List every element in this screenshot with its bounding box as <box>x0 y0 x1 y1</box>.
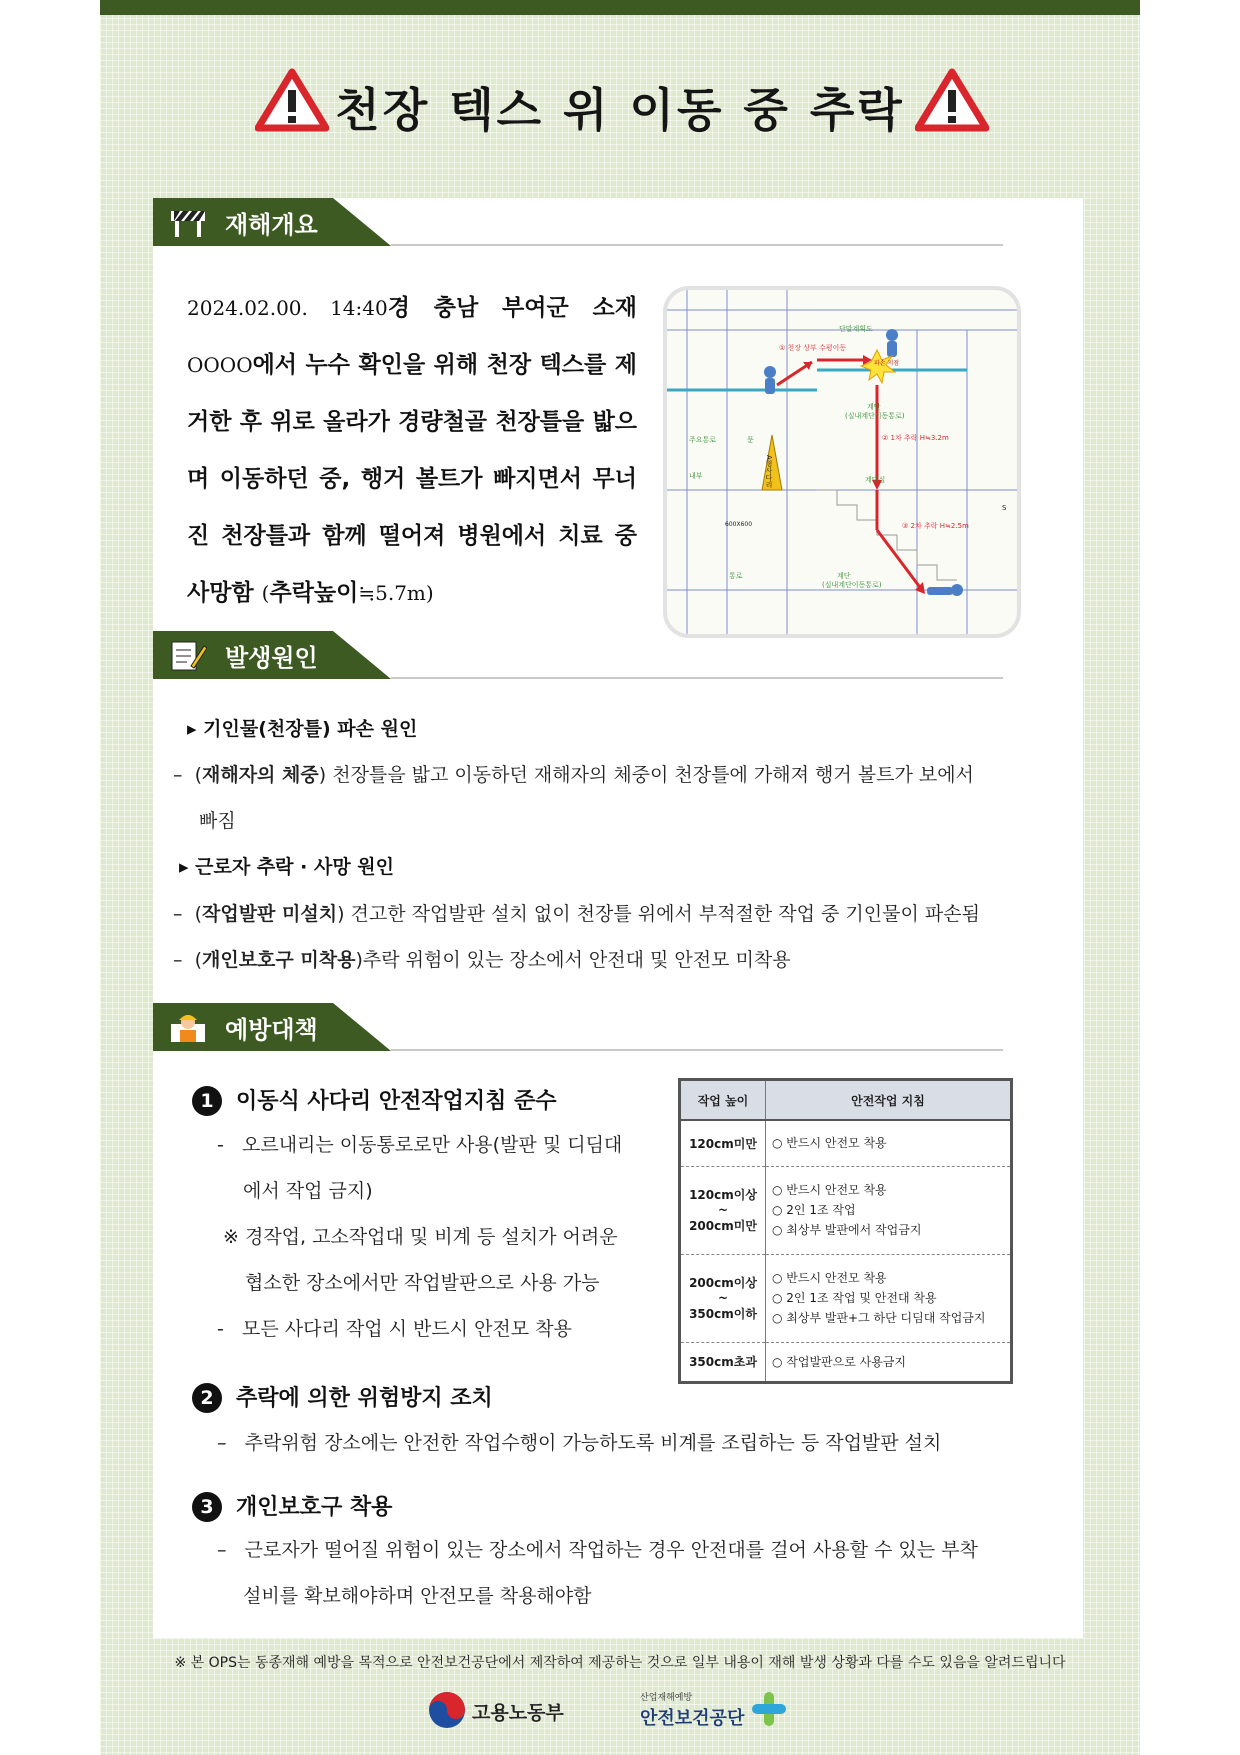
cause-desc-text: 천장틀을 밟고 이동하던 재해자의 체중이 천장틀에 가해져 행거 볼트가 보에서 <box>326 764 974 786</box>
agency-name: 안전보건공단 <box>640 1708 745 1729</box>
height-value: 350cm초과 <box>689 1355 757 1369</box>
guideline-line: ○ 최상부 발판+그 하단 디딤대 작업금지 <box>772 1311 986 1325</box>
diagram-label: 단말계획도 <box>839 325 873 333</box>
height-cell <box>680 1166 766 1254</box>
site-placeholder: OOOO <box>187 353 253 377</box>
diagram-burst-label: 파손 지점 <box>874 360 900 367</box>
prevention-2-number: 2 <box>192 1383 222 1413</box>
agency-cross-icon <box>750 1690 788 1728</box>
section-header-overview <box>153 198 1013 246</box>
cause-item-1-desc: – (재해자의 체중) 천장틀을 밟고 이동하던 재해자의 체중이 천장틀에 가해져 행거 볼트가 보에서 <box>173 764 974 786</box>
height-value: 120cm미만 <box>689 1136 757 1151</box>
height-cell <box>680 1254 766 1342</box>
fall-height-value: ≒5.7m) <box>358 581 434 605</box>
overview-text <box>187 280 637 622</box>
cause-desc-label: 작업발판 미설치 <box>202 903 338 925</box>
diagram-svg <box>667 290 1017 634</box>
diagram-label: 주요통로 <box>689 436 717 444</box>
guideline-line: ○ 최상부 발판에서 작업금지 <box>772 1223 922 1237</box>
cause-desc-label: 재해자의 체중 <box>202 764 319 786</box>
table-row <box>680 1120 1012 1166</box>
diagram-label: 계단 <box>867 403 881 411</box>
cause-title-text: 근로자 추락 · 사망 원인 <box>195 856 395 878</box>
table-row <box>680 1254 1012 1342</box>
prevention-3-item: – 근로자가 떨어질 위험이 있는 장소에서 작업하는 경우 안전대를 걸어 사용할 수 있는 부착 <box>217 1539 978 1561</box>
cause-item-2-title: ▸ 근로자 추락 · 사망 원인 <box>179 856 395 878</box>
guideline-cell <box>766 1120 1012 1166</box>
cause-item-1-title: ▸ 기인물(천장틀) 파손 원인 <box>187 718 418 740</box>
ladder-label: A형사다리 <box>765 455 773 488</box>
guideline-line: ○ 반드시 안전모 착용 <box>772 1271 887 1285</box>
title-row <box>100 62 1140 142</box>
incident-date: 2024.02.00. 14:40 <box>187 296 388 320</box>
cause-desc-text: 견고한 작업발판 설치 없이 천장틀 위에서 부적절한 작업 중 기인물이 파손됨 <box>344 903 980 925</box>
prevention-1-number: 1 <box>192 1086 222 1116</box>
prevention-1-title: 이동식 사다리 안전작업지침 준수 <box>236 1089 557 1114</box>
section-title: 발생원인 <box>225 644 318 672</box>
prevention-3-item-cont: 설비를 확보해야하며 안전모를 착용해야함 <box>243 1585 592 1607</box>
guideline-line: ○ 2인 1조 작업 <box>772 1203 856 1217</box>
diagram-label: (실내계단이동통로) <box>822 581 882 589</box>
barrier-icon <box>169 205 207 239</box>
diagram-label: 통로 <box>729 572 743 580</box>
section-title: 예방대책 <box>225 1016 318 1044</box>
ministry-name: 고용노동부 <box>472 1702 564 1724</box>
guideline-cell <box>766 1254 1012 1342</box>
diagram-label: 계단실 <box>865 476 886 484</box>
height-value: 200cm이상 <box>689 1276 757 1290</box>
warning-icon <box>915 68 989 132</box>
section-divider <box>391 1049 1003 1051</box>
section-header-prevention <box>153 1003 1013 1051</box>
cause-item-1-desc-cont: 빠짐 <box>199 810 236 832</box>
height-value: 350cm이하 <box>689 1307 757 1321</box>
prevention-2-title: 추락에 의한 위험방지 조치 <box>236 1386 493 1411</box>
page-title: 천장 텍스 위 이동 중 추락 <box>335 83 905 137</box>
cause-item-2-desc-1: – (작업발판 미설치) 견고한 작업발판 설치 없이 천장틀 위에서 부적절한 작업 중 기인물이 파손됨 <box>173 903 980 925</box>
height-value: ~ <box>717 1291 729 1305</box>
prevention-3-title: 개인보호구 착용 <box>236 1495 393 1520</box>
section-divider <box>391 677 1003 679</box>
cause-title-text: 기인물(천장틀) 파손 원인 <box>203 718 418 740</box>
diagram-label: 내부 <box>689 472 703 480</box>
ladder-guideline-table <box>678 1078 1013 1384</box>
top-bar <box>100 0 1140 15</box>
diagram-label: 계단 <box>837 572 851 580</box>
guideline-cell <box>766 1166 1012 1254</box>
checklist-icon <box>169 638 207 672</box>
section-header-cause <box>153 631 1013 679</box>
prevention-text: 근로자가 떨어질 위험이 있는 장소에서 작업하는 경우 안전대를 걸어 사용할 수 있는 부착 <box>244 1539 978 1561</box>
height-value: ~ <box>717 1203 729 1217</box>
height-value: 200cm미만 <box>689 1219 757 1233</box>
footnote: ※ 본 OPS는 동종재해 예방을 목적으로 안전보건공단에서 제작하여 제공하는 것으로 일부 내용이 재해 발생 상황과 다를 수도 있음을 알려드립니다 <box>174 1655 1066 1671</box>
height-value: 120cm이상 <box>689 1188 757 1202</box>
overview-part: 에서 누수 확인을 위해 천장 텍스를 제거한 후 위로 올라가 경량철골 천장틀을 밟으며 이동하던 중, 행거 볼트가 빠지면서 무너진 천장틀과 함께 떨어져 병원에서 치료 중 사망함 <box>187 352 637 606</box>
height-cell <box>680 1120 766 1166</box>
table-row <box>680 1342 1012 1382</box>
ministry-emblem-icon <box>427 1690 467 1730</box>
prevention-1-note-cont: 협소한 장소에서만 작업발판으로 사용 가능 <box>245 1272 600 1294</box>
table-header: 안전작업 지침 <box>766 1080 1012 1121</box>
cause-desc-label: 개인보호구 미착용 <box>202 949 356 971</box>
diagram-step-2: ② 1차 추락 H≒3.2m <box>882 434 949 442</box>
table-row <box>680 1166 1012 1254</box>
guideline-line: ○ 2인 1조 작업 및 안전대 착용 <box>772 1291 937 1305</box>
prevention-2-item: – 추락위험 장소에는 안전한 작업수행이 가능하도록 비계를 조립하는 등 작업발판 설치 <box>217 1432 942 1454</box>
footer-logos <box>100 1690 1140 1740</box>
prevention-1-item: - 모든 사다리 작업 시 반드시 안전모 착용 <box>217 1318 572 1340</box>
section-divider <box>391 244 1003 246</box>
page <box>100 0 1140 1755</box>
accident-diagram <box>663 286 1021 638</box>
cause-item-2-desc-2: – (개인보호구 미착용)추락 위험이 있는 장소에서 안전대 및 안전모 미착용 <box>173 949 791 971</box>
diagram-label: (실내계단이동통로) <box>845 412 905 420</box>
diagram-label: 600X600 <box>725 521 753 528</box>
prevention-text: 모든 사다리 작업 시 반드시 안전모 착용 <box>241 1318 572 1340</box>
diagram-step-1: ① 천장 상부 수평이동 <box>779 344 847 352</box>
prevention-1-item-cont: 에서 작업 금지) <box>243 1180 373 1202</box>
overview-paren: ( <box>261 581 270 605</box>
agency-subtitle: 산업재해예방 <box>640 1693 693 1703</box>
table-header: 작업 높이 <box>680 1080 766 1121</box>
fall-height-label: 추락높이 <box>269 580 359 606</box>
guideline-cell <box>766 1342 1012 1382</box>
guideline-line: ○ 반드시 안전모 착용 <box>772 1136 887 1151</box>
table-header-row <box>680 1080 1012 1121</box>
cause-desc-text: 추락 위험이 있는 장소에서 안전대 및 안전모 미착용 <box>362 949 791 971</box>
overview-part: 경 충남 부여군 소재 <box>387 295 637 321</box>
prevention-text: 추락위험 장소에는 안전한 작업수행이 가능하도록 비계를 조립하는 등 작업발판 설치 <box>244 1432 942 1454</box>
diagram-label: 문 <box>747 436 754 444</box>
prevention-3-number: 3 <box>192 1492 222 1522</box>
diagram-step-3: ③ 2차 추락 H≒2.5m <box>902 522 969 530</box>
worker-icon <box>169 1010 207 1044</box>
prevention-1-note: ※ 경작업, 고소작업대 및 비계 등 설치가 어려운 <box>223 1226 618 1248</box>
guideline-line: ○ 작업발판으로 사용금지 <box>772 1354 907 1369</box>
guideline-line: ○ 반드시 안전모 착용 <box>772 1183 887 1197</box>
section-title: 재해개요 <box>225 211 318 239</box>
height-cell <box>680 1342 766 1382</box>
prevention-1-item: - 오르내리는 이동통로로만 사용(발판 및 디딤대 <box>217 1134 623 1156</box>
content-panel <box>153 198 1083 1638</box>
diagram-label: S <box>1002 504 1007 512</box>
prevention-text: 오르내리는 이동통로로만 사용(발판 및 디딤대 <box>241 1134 623 1156</box>
